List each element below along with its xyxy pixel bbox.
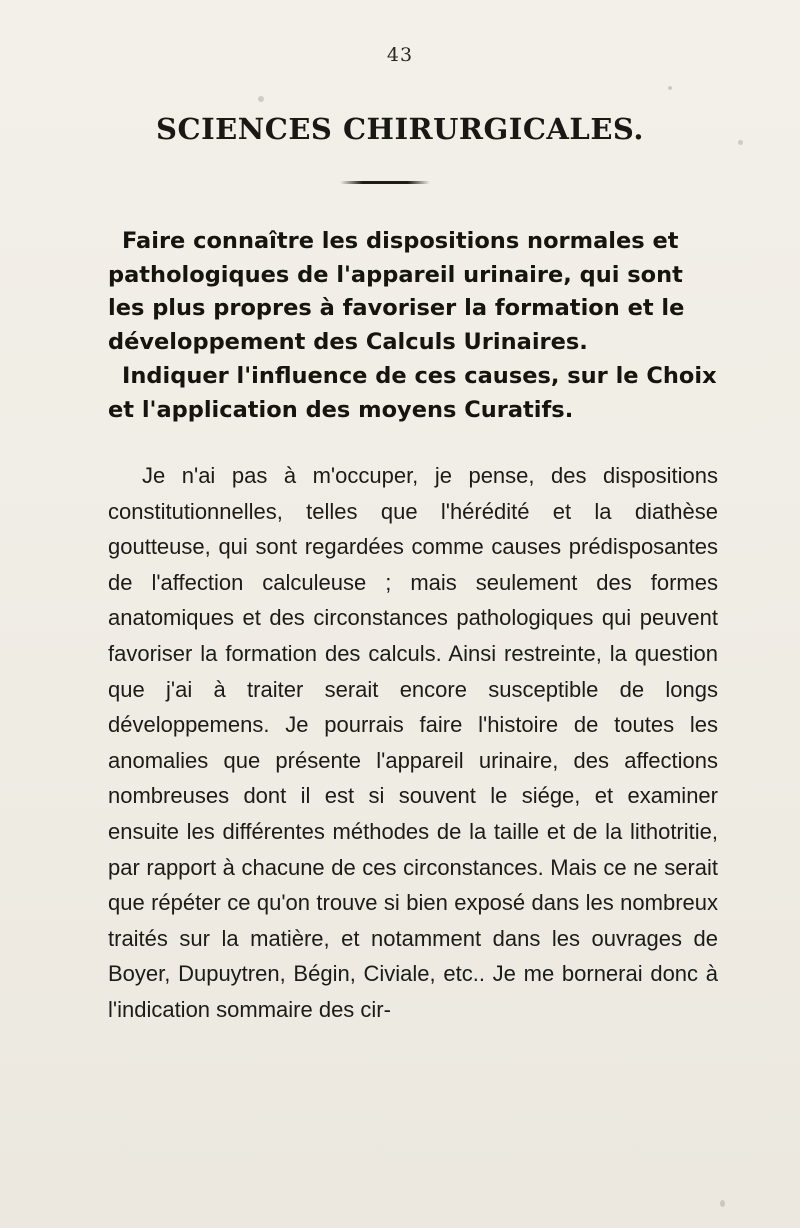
paper-speck [738, 140, 743, 145]
question-prompt-1: Faire connaître les dispositions normales et pathologiques de l'appareil urinaire, qui sont les plus propres à favoriser la formation et le développement des Calculs Urinaires. [108, 228, 685, 355]
question-prompt-2: Indiquer l'influence de ces causes, sur le Choix et l'application des moyens Curatifs. [108, 363, 717, 423]
paper-speck [720, 1200, 725, 1207]
paper-speck [258, 96, 264, 102]
title-divider-rule [340, 181, 430, 184]
page-number: 43 [386, 44, 414, 66]
body-paragraph: Je n'ai pas à m'occuper, je pense, des dispositions constitutionnelles, telles que l'hérédité et la diathèse goutteuse, qui sont regardées comme causes prédisposantes de l'affection calculeuse ; mais seulement des formes anatomiques et des circonstances pathologiques qui peuvent favoriser la formation des calculs. Ainsi restreinte, la question que j'ai à traiter serait encore susceptible de longs développemens. Je pourrais faire l'histoire de toutes les anomalies que présente l'appareil urinaire, des affections nombreuses dont il est si souvent le siége, et examiner ensuite les différentes méthodes de la taille et de la lithotritie, par rapport à chacune de ces circonstances. Mais ce ne serait que répéter ce qu'on trouve si bien exposé dans les nombreux traités sur la matière, et notamment dans les ouvrages de Boyer, Dupuytren, Bégin, Civiale, etc.. Je me bornerai donc à l'indication sommaire des cir- [108, 463, 718, 1022]
paper-speck [668, 86, 672, 90]
section-title: SCIENCES CHIRURGICALES. [156, 112, 644, 146]
